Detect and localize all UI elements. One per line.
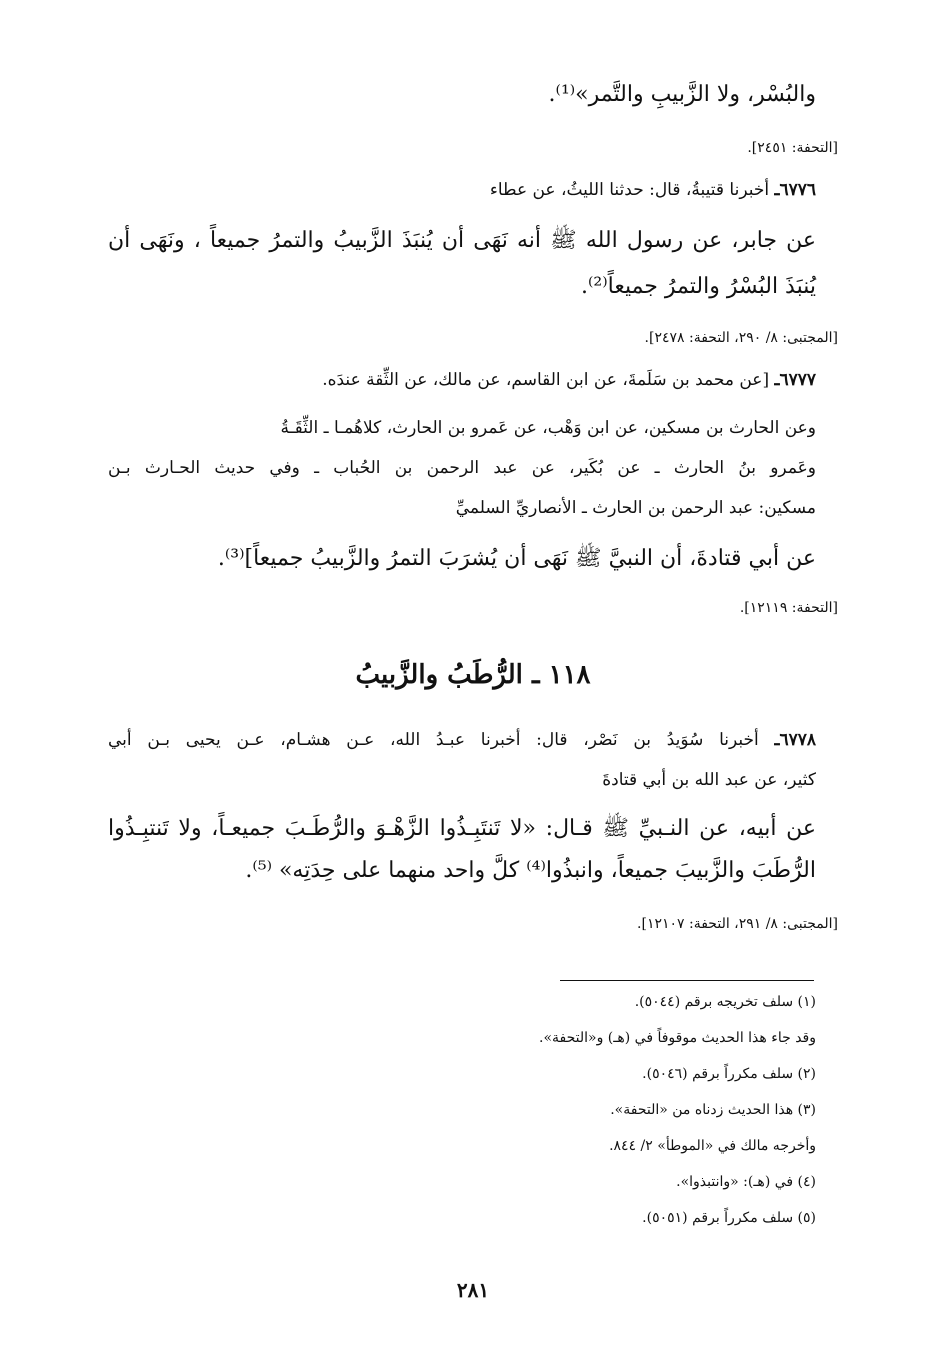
text-line: عن أبيه، عن النـبيِّ ﷺ قـال: «لا تَنتَبِـذُوا الزَّهْـوَ والرُّطَـبَ جميعـاً، ولا تَنتبِـذُوا [108, 816, 816, 841]
chapter-heading: ١١٨ ـ الرُّطَبُ والزَّبيبُ [355, 660, 591, 690]
isnad-text: أخبرنا سُوَيدُ بن نَصْر، قال: أخبرنا عبـدُ الله، عـن هشـام، عـن يحيى بـن أبي [108, 730, 775, 750]
text-line: كثير، عن عبد الله بن أبي قتادةَ [602, 770, 816, 790]
text-line: عن أبي قتادةَ، أن النبيَّ ﷺ نَهَى أن يُشرَبَ التمرُ والزَّبيبُ جميعاً]⁽³⁾. [217, 546, 816, 571]
footnote: (١) سلف تخريجه برقم (٥٠٤٤). [634, 994, 816, 1010]
text-line: الرُّطَبَ والزَّبيبَ جميعاً، وانبذُوا⁽⁴⁾ كلَّ واحد منهما على حِدَتِه» ⁽⁵⁾. [245, 858, 816, 883]
reference: [التحفة: ٢٤٥١]. [747, 140, 838, 156]
hadith-6776-header [490, 180, 816, 200]
reference: [المجتبى: ٨/ ٢٩١، التحفة: ١٢١٠٧]. [637, 916, 838, 932]
hadith-number: ٦٧٧٧ـ [774, 370, 816, 390]
footnote: (٢) سلف مكرراً برقم (٥٠٤٦). [642, 1066, 816, 1082]
hadith-number: ٦٧٧٨ـ [774, 730, 816, 750]
reference: [التحفة: ١٢١١٩]. [739, 600, 838, 616]
footnote-separator [560, 980, 814, 981]
page-number: ٢٨١ [456, 1278, 490, 1302]
isnad-text: أخبرنا قتيبةُ، قال: حدثنا الليثُ، عن عطاء [489, 180, 775, 200]
footnote: (٥) سلف مكرراً برقم (٥٠٥١). [642, 1210, 816, 1226]
footnote: وأخرجه مالك في «الموطأ» ٢/ ٨٤٤. [609, 1138, 816, 1154]
hadith-6778-header [108, 730, 816, 750]
text-line: وعَمرو بنُ الحارث ـ عن بُكَير، عن عبد الرحمن بن الحُباب ـ وفي حديث الحـارث بـن [108, 458, 816, 478]
text-line: والبُسْر، ولا الزَّبيبِ والتَّمر»⁽¹⁾. [548, 82, 816, 107]
text-line: وعن الحارث بن مسكين، عن ابن وَهْب، عن عَمرو بن الحارث، كلاهُمـا ـ الثِّقَـةُ [280, 418, 816, 438]
footnote: وقد جاء هذا الحديث موقوفاً في (هـ) و«التحفة». [539, 1030, 816, 1046]
footnote: (٤) في (هـ): «وانتبذوا». [676, 1174, 816, 1190]
reference: [المجتبى: ٨/ ٢٩٠، التحفة: ٢٤٧٨]. [644, 330, 838, 346]
text-line: مسكين: عبد الرحمن بن الحارث ـ الأنصاريِّ السلميِّ [455, 498, 816, 518]
isnad-text: [عن محمد بن سَلَمةَ، عن ابن القاسم، عن مالك، عن الثِّقة عندَه. [322, 370, 775, 390]
footnote: (٣) هذا الحديث زدناه من «التحفة». [610, 1102, 816, 1118]
text-line: يُنبَذَ البُسْرُ والتمرُ جميعاً⁽²⁾. [581, 274, 816, 299]
hadith-number: ٦٧٧٦ـ [774, 180, 816, 200]
hadith-6777-header [322, 370, 816, 390]
text-line: عن جابر، عن رسول الله ﷺ أنه نَهَى أن يُنبَذَ الزَّبيبُ والتمرُ جميعاً ، ونَهَى أن [108, 228, 817, 253]
